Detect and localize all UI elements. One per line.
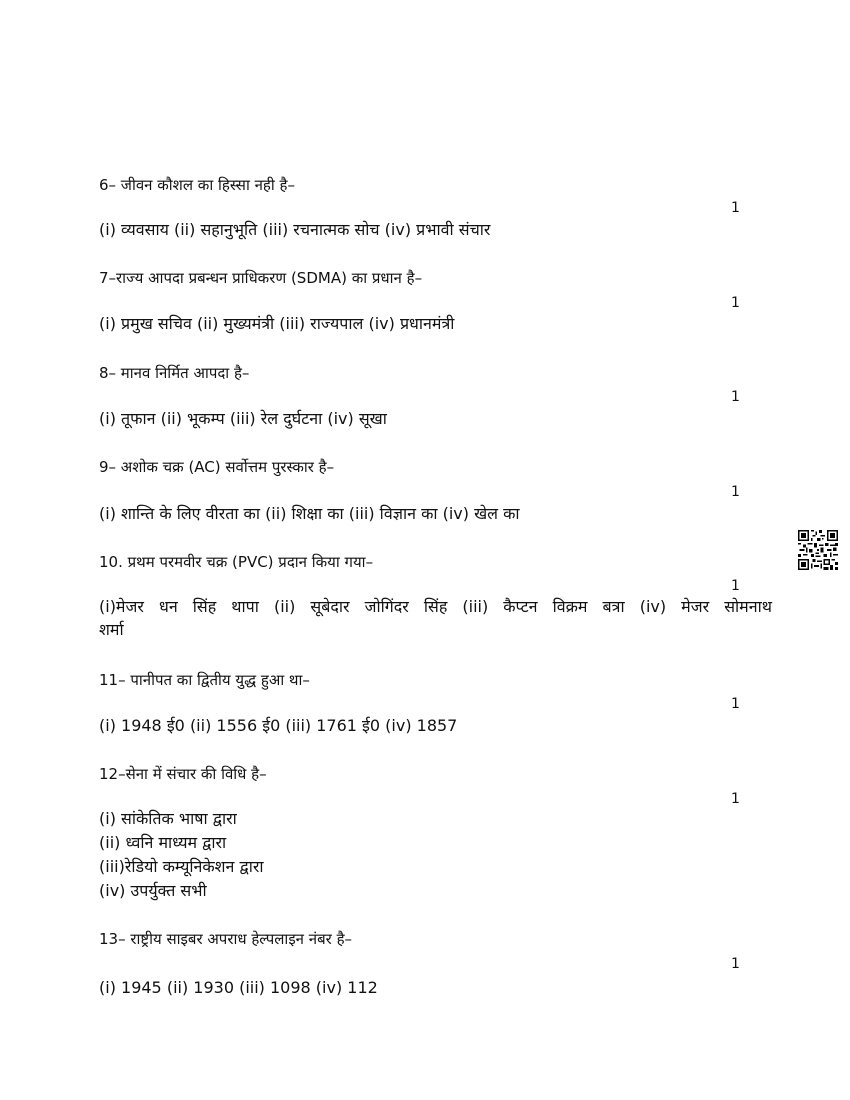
question-options: (i)मेजर धन सिंह थापा (ii) सूबेदार जोगिंदर सिंह (iii) कैप्टन विक्रम बत्रा (iv) मेजर सोमनाथ: [99, 597, 772, 616]
question-mark: 1: [731, 484, 740, 500]
question-text: 11– पानीपत का द्वितीय युद्ध हुआ था–: [99, 671, 310, 689]
question-mark: 1: [731, 578, 740, 594]
question-mark: 1: [731, 389, 740, 405]
question-text: 10. प्रथम परमवीर चक्र (PVC) प्रदान किया गया–: [99, 553, 374, 571]
question-12: [99, 763, 779, 903]
question-text: 9– अशोक चक्र (AC) सर्वोत्तम पुरस्कार है–: [99, 458, 335, 476]
question-text: 8– मानव निर्मित आपदा है–: [99, 364, 250, 382]
list-item: (ii) ध्वनि माध्यम द्वारा: [99, 833, 227, 852]
question-8: [99, 362, 779, 431]
question-10: [99, 551, 772, 641]
question-text: 7–राज्य आपदा प्रबन्धन प्राधिकरण (SDMA) का प्रधान है–: [99, 269, 423, 287]
question-6: [99, 174, 779, 242]
question-options: (i) तूफान (ii) भूकम्प (iii) रेल दुर्घटना (iv) सूखा: [99, 409, 387, 428]
question-text: 13– राष्ट्रीय साइबर अपराध हेल्पलाइन नंबर है–: [99, 930, 353, 948]
question-13: [99, 928, 779, 1000]
question-options: (i) प्रमुख सचिव (ii) मुख्यमंत्री (iii) राज्यपाल (iv) प्रधानमंत्री: [99, 314, 455, 333]
question-mark: 1: [731, 696, 740, 712]
question-mark: 1: [731, 791, 740, 807]
question-11: [99, 669, 779, 738]
question-options: (i) व्यवसाय (ii) सहानुभूति (iii) रचनात्मक सोच (iv) प्रभावी संचार: [99, 220, 491, 239]
question-options: (i) 1945 (ii) 1930 (iii) 1098 (iv) 112: [99, 978, 378, 997]
question-mark: 1: [731, 200, 740, 216]
question-options: (i) 1948 ई0 (ii) 1556 ई0 (iii) 1761 ई0 (iv) 1857: [99, 716, 458, 735]
question-9: [99, 456, 779, 526]
qr-code-icon: [798, 530, 838, 570]
question-7: [99, 267, 779, 336]
list-item: (iv) उपर्युक्त सभी: [99, 881, 207, 900]
question-text: 6– जीवन कौशल का हिस्सा नही है–: [99, 176, 296, 194]
list-item: (iii)रेडियो कम्यूनिकेशन द्वारा: [99, 857, 264, 876]
question-mark: 1: [731, 295, 740, 311]
list-item: (i) सांकेतिक भाषा द्वारा: [99, 809, 237, 828]
question-options: (i) शान्ति के लिए वीरता का (ii) शिक्षा का (iii) विज्ञान का (iv) खेल का: [99, 504, 520, 523]
question-mark: 1: [731, 956, 740, 972]
question-options-list: [99, 807, 779, 903]
question-options-continued: शर्मा: [99, 620, 124, 639]
question-text: 12–सेना में संचार की विधि है–: [99, 765, 267, 783]
